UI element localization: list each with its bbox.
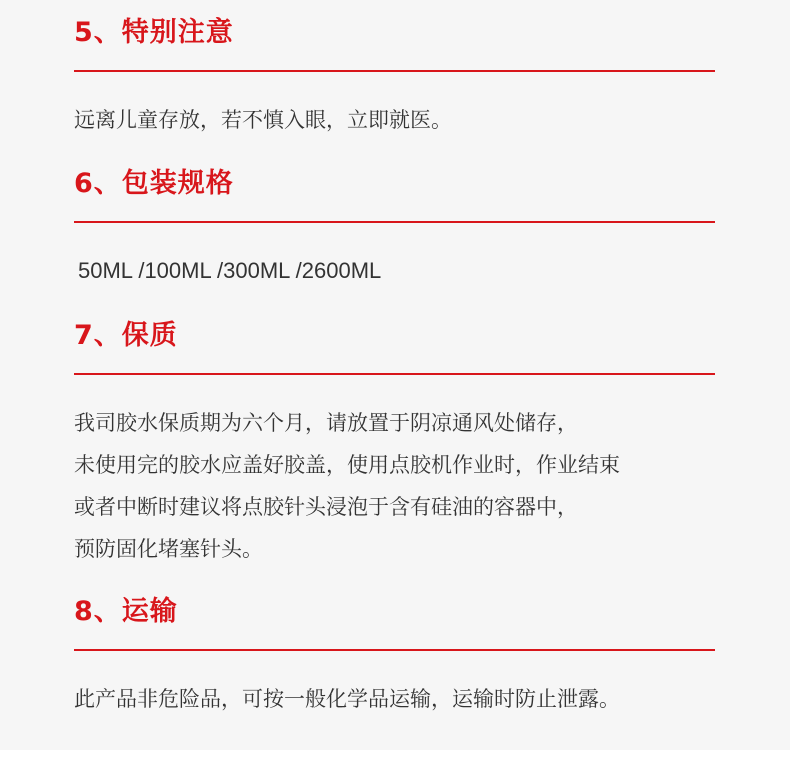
section-body-special-notice (74, 99, 452, 141)
page-bottom-band (0, 750, 790, 773)
section-divider (74, 649, 715, 651)
section-heading-transport: 8、运输 (74, 596, 178, 627)
section-body-packaging (78, 250, 381, 292)
body-line: 我司胶水保质期为六个月，请放置于阴凉通风处储存， (74, 411, 578, 435)
section-divider (74, 373, 715, 375)
section-body-transport (74, 678, 620, 720)
section-divider (74, 70, 715, 72)
section-heading-special-notice: 5、特别注意 (74, 17, 234, 48)
section-heading-packaging: 6、包装规格 (74, 168, 234, 199)
body-line: 此产品非危险品，可按一般化学品运输，运输时防止泄露。 (74, 687, 620, 711)
packaging-sizes: 50ML /100ML /300ML /2600ML (78, 258, 382, 283)
body-line: 预防固化堵塞针头。 (74, 537, 263, 561)
body-line: 未使用完的胶水应盖好胶盖，使用点胶机作业时，作业结束 (74, 453, 620, 477)
body-line: 或者中断时建议将点胶针头浸泡于含有硅油的容器中， (74, 495, 578, 519)
section-body-shelf-life (74, 402, 620, 570)
section-divider (74, 221, 715, 223)
section-heading-shelf-life: 7、保质 (74, 320, 178, 351)
body-line: 远离儿童存放，若不慎入眼，立即就医。 (74, 108, 452, 132)
